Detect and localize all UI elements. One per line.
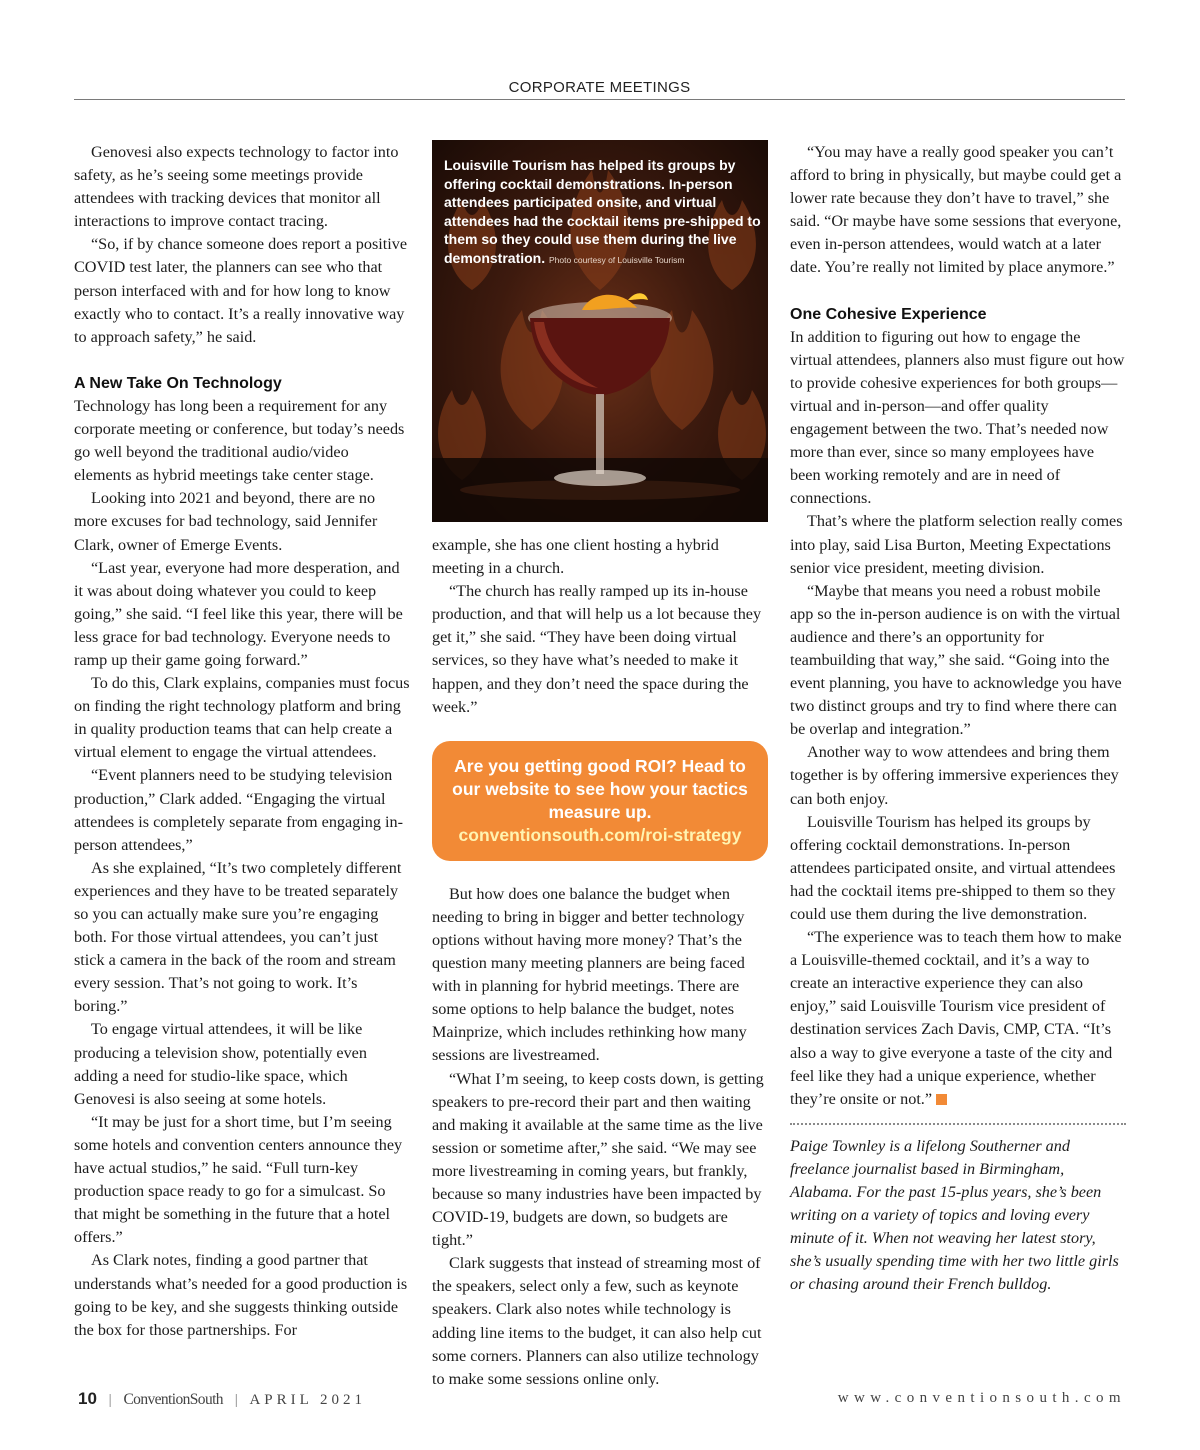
paragraph: “Event planners need to be studying television production,” Clark added. “Engaging the virtual attendees is completely separate from engaging in-person attendees,” <box>74 766 404 854</box>
paragraph: Clark suggests that instead of streaming most of the speakers, select only a few, such as keynote speakers. Clark also notes while technology is adding line items to the budget, it can also help cut some corners. Planners can also utilize technology to make some sessions online only. <box>432 1254 762 1388</box>
photo-credit: Photo courtesy of Louisville Tourism <box>549 254 685 265</box>
footer-divider: | <box>234 1392 238 1408</box>
paragraph: “It may be just for a short time, but I’m seeing some hotels and convention centers announce they have actual studios,” he said. “Full turn-key production space ready to go for a simulcast. So that might be something in the future that a hotel offers.” <box>74 1112 403 1247</box>
paragraph <box>790 926 1126 1111</box>
paragraph: example, she has one client hosting a hybrid meeting in a church. <box>432 536 719 578</box>
section-header <box>74 79 1125 100</box>
cocktail-photo <box>432 140 768 522</box>
paragraph: “Last year, everyone had more desperation, and it was about doing whatever you could to keep going,” she said. “I feel like this year, there will be less grace for bad technology. Everyone needs to ramp up their game going forward.” <box>74 558 403 669</box>
paragraph: “What I’m seeing, to keep costs down, is getting speakers to pre-record their part and then waiting and making it available at the same time as the live session or sometime after,” she said. “We may see more livestreaming in coming years, but frankly, because so many industries have been impacted by COVID-19, budgets are down, so budgets are tight.” <box>432 1069 764 1250</box>
footer-website[interactable]: www.conventionsouth.com <box>837 1390 1126 1406</box>
end-mark-icon <box>936 1094 947 1105</box>
paragraph: Louisville Tourism has helped its groups by offering cocktail demonstrations. In-person attendees participated onsite, and virtual attendees had the cocktail items pre-shipped to them so they could use them during the live demonstration. <box>790 812 1116 923</box>
roi-promo-box[interactable] <box>432 741 768 861</box>
promo-line: measure up. <box>548 801 652 822</box>
paragraph: Another way to wow attendees and bring them together is by offering immersive experiences they can both enjoy. <box>790 743 1119 808</box>
page-number: 10 <box>78 1389 97 1408</box>
paragraph: But how does one balance the budget when needing to bring in bigger and better technology options without having more money? That’s the question many meeting planners are being faced with in planning for hybrid meetings. There are some options to help balance the budget, notes Mainprize, which includes rethinking how many sessions are livestreamed. <box>432 884 747 1065</box>
column-left <box>74 141 410 1342</box>
photo-caption <box>444 156 762 270</box>
paragraph: “The church has really ramped up its in-house production, and that will help us a lot because they get it,” she said. “They have been doing virtual services, so they have what’s needed to make it happen, and they don’t need the space during the week.” <box>432 582 762 716</box>
paragraph: Technology has long been a requirement for any corporate meeting or conference, but today’s needs go well beyond the traditional audio/video elements as hybrid meetings take center stage. <box>74 396 405 485</box>
paragraph: To engage virtual attendees, it will be like producing a television show, potentially even adding a need for studio-like space, which Genovesi is also seeing at some hotels. <box>74 1020 367 1108</box>
caption-text: Louisville Tourism has helped its groups by offering cocktail demonstrations. In-person attendees participated onsite, and virtual attendees had the cocktail items pre-shipped to them so they could use them during the live demonstration. <box>444 157 761 266</box>
paragraph: “Maybe that means you need a robust mobile app so the in-person audience is on with the virtual audience and there’s an opportunity for teambuilding that way,” she said. “Going into the event planning, you have to acknowledge you have two distinct groups and try to find where there can be overlap and integration.” <box>790 581 1122 739</box>
magazine-name: ConventionSouth <box>123 1391 223 1408</box>
paragraph: In addition to figuring out how to engage the virtual attendees, planners also must figure out how to provide cohesive experiences for both groups—virtual and in-person—and offer quality engagement between the two. That’s needed now more than ever, since so many employees have been working remotely and are in need of connections. <box>790 327 1125 508</box>
dotted-divider <box>790 1123 1126 1125</box>
footer-divider: | <box>108 1392 112 1408</box>
paragraph: That’s where the platform selection really comes into play, said Lisa Burton, Meeting Expectations senior vice president, meeting division. <box>790 512 1123 577</box>
author-bio: Paige Townley is a lifelong Southerner and freelance journalist based in Birmingham, Alabama. For the past 15-plus years, she’s been writing on a variety of topics and loving every minute of it. When not weaving her latest story, she’s usually spending time with her two little girls or chasing around their French bulldog. <box>790 1136 1119 1294</box>
paragraph: As she explained, “It’s two completely different experiences and they have to be treated separately so you can actually make sure you’re engaging both. For those virtual attendees, you can’t just stick a camera in the back of the room and stream every session. That’s not going to work. It’s boring.” <box>74 858 402 1016</box>
section-title: CORPORATE MEETINGS <box>508 79 691 96</box>
promo-url-link[interactable]: conventionsouth.com/roi-strategy <box>458 824 742 845</box>
issue-date: APRIL 2021 <box>249 1392 366 1408</box>
footer-left <box>78 1389 366 1409</box>
column-right <box>790 141 1126 1297</box>
paragraph: To do this, Clark explains, companies must focus on finding the right technology platform and bring in quality production teams that can help create a virtual element to engage the virtual attendees. <box>74 674 410 762</box>
paragraph: “So, if by chance someone does report a positive COVID test later, the planners can see who that person interfaced with and for how long to know exactly who to contact. It’s a really innovative way to approach safety,” he said. <box>74 235 408 346</box>
promo-line: our website to see how your tactics <box>452 778 748 799</box>
subheading-experience: One Cohesive Experience <box>790 305 987 323</box>
paragraph: Looking into 2021 and beyond, there are no more excuses for bad technology, said Jennifer Clark, owner of Emerge Events. <box>74 489 378 554</box>
promo-line: Are you getting good ROI? Head to <box>454 755 746 776</box>
column-middle <box>432 140 768 1391</box>
subheading-technology: A New Take On Technology <box>74 374 282 392</box>
paragraph-text: “The experience was to teach them how to make a Louisville-themed cocktail, and it’s a way to create an interactive experience they can also enjoy,” said Louisville Tourism vice president of destination services Zach Davis, CMP, CTA. “It’s also a way to give everyone a taste of the city and feel like they had a unique experience, whether they’re onsite or not.” <box>790 928 1122 1108</box>
paragraph: “You may have a really good speaker you can’t afford to bring in physically, but maybe could get a lower rate because they don’t have to travel,” she said. “Or maybe have some sessions that everyone, even in-person attendees, would watch at a later date. You’re really not limited by place anymore.” <box>790 143 1122 277</box>
paragraph: Genovesi also expects technology to factor into safety, as he’s seeing some meetings provide attendees with tracking devices that monitor all interactions to improve contact tracing. <box>74 143 399 231</box>
paragraph: As Clark notes, finding a good partner that understands what’s needed for a good production is going to be key, and she suggests thinking outside the box for those partnerships. For <box>74 1251 408 1339</box>
